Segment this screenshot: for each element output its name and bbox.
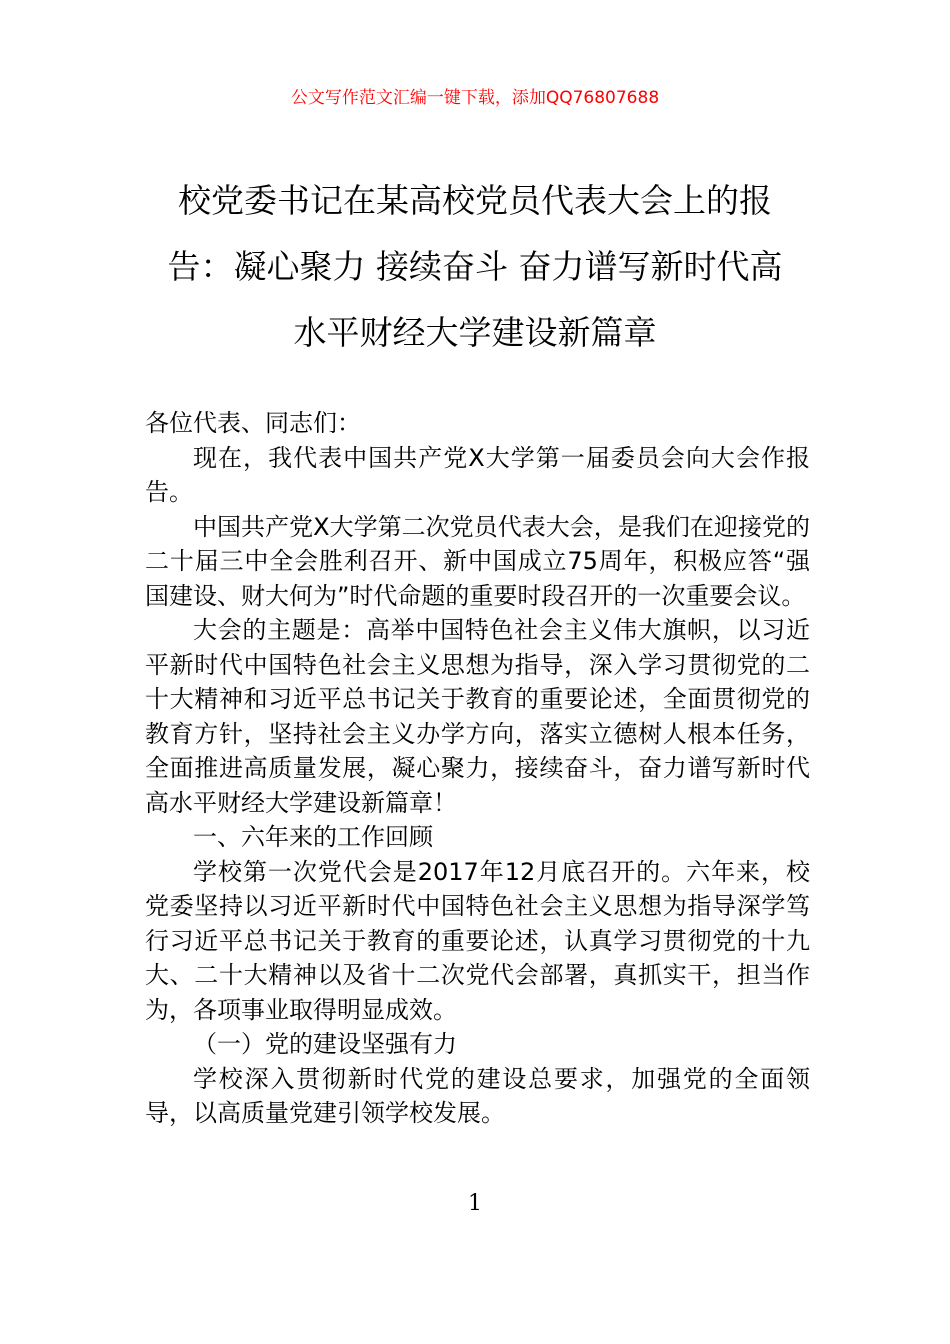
paragraph-meeting-context: 中国共产党X大学第二次党员代表大会，是我们在迎接党的二十届三中全会胜利召开、新中国成立75周年，积极应答“强国建设、财大何为”时代命题的重要时段召开的一次重要会议。 — [145, 512, 810, 610]
document-body — [145, 406, 810, 1131]
paragraph-six-year-review: 学校第一次党代会是2017年12月底召开的。六年来，校党委坚持以习近平新时代中国特色社会主义思想为指导深学笃行习近平总书记关于教育的重要论述，认真学习贯彻党的十九大、二十大精神以及省十二次党代会部署，真抓实干，担当作为，各项事业取得明显成效。 — [145, 857, 810, 1024]
section-heading-review: 一、六年来的工作回顾 — [193, 823, 433, 851]
paragraph-opening: 现在，我代表中国共产党X大学第一届委员会向大会作报告。 — [145, 443, 810, 506]
subsection-heading-party-building: （一）党的建设坚强有力 — [193, 1030, 457, 1058]
paragraph-party-building: 学校深入贯彻新时代党的建设总要求，加强党的全面领导，以高质量党建引领学校发展。 — [145, 1064, 810, 1127]
paragraph-theme: 大会的主题是：高举中国特色社会主义伟大旗帜，以习近平新时代中国特色社会主义思想为指导，深入学习贯彻党的二十大精神和习近平总书记关于教育的重要论述，全面贯彻党的教育方针，坚持社会主义办学方向，落实立德树人根本任务，全面推进高质量发展，凝心聚力，接续奋斗，奋力谱写新时代高水平财经大学建设新篇章！ — [145, 616, 810, 817]
title-line-1: 校党委书记在某高校党员代表大会上的报 — [178, 181, 772, 220]
page-number: 1 — [468, 1191, 482, 1216]
salutation: 各位代表、同志们： — [145, 409, 361, 437]
title-line-2: 告：凝心聚力 接续奋斗 奋力谱写新时代高 — [167, 247, 783, 286]
document-title — [120, 168, 830, 366]
header-download-note: 公文写作范文汇编一键下载，添加QQ76807688 — [290, 88, 660, 108]
title-line-3: 水平财经大学建设新篇章 — [293, 313, 657, 352]
